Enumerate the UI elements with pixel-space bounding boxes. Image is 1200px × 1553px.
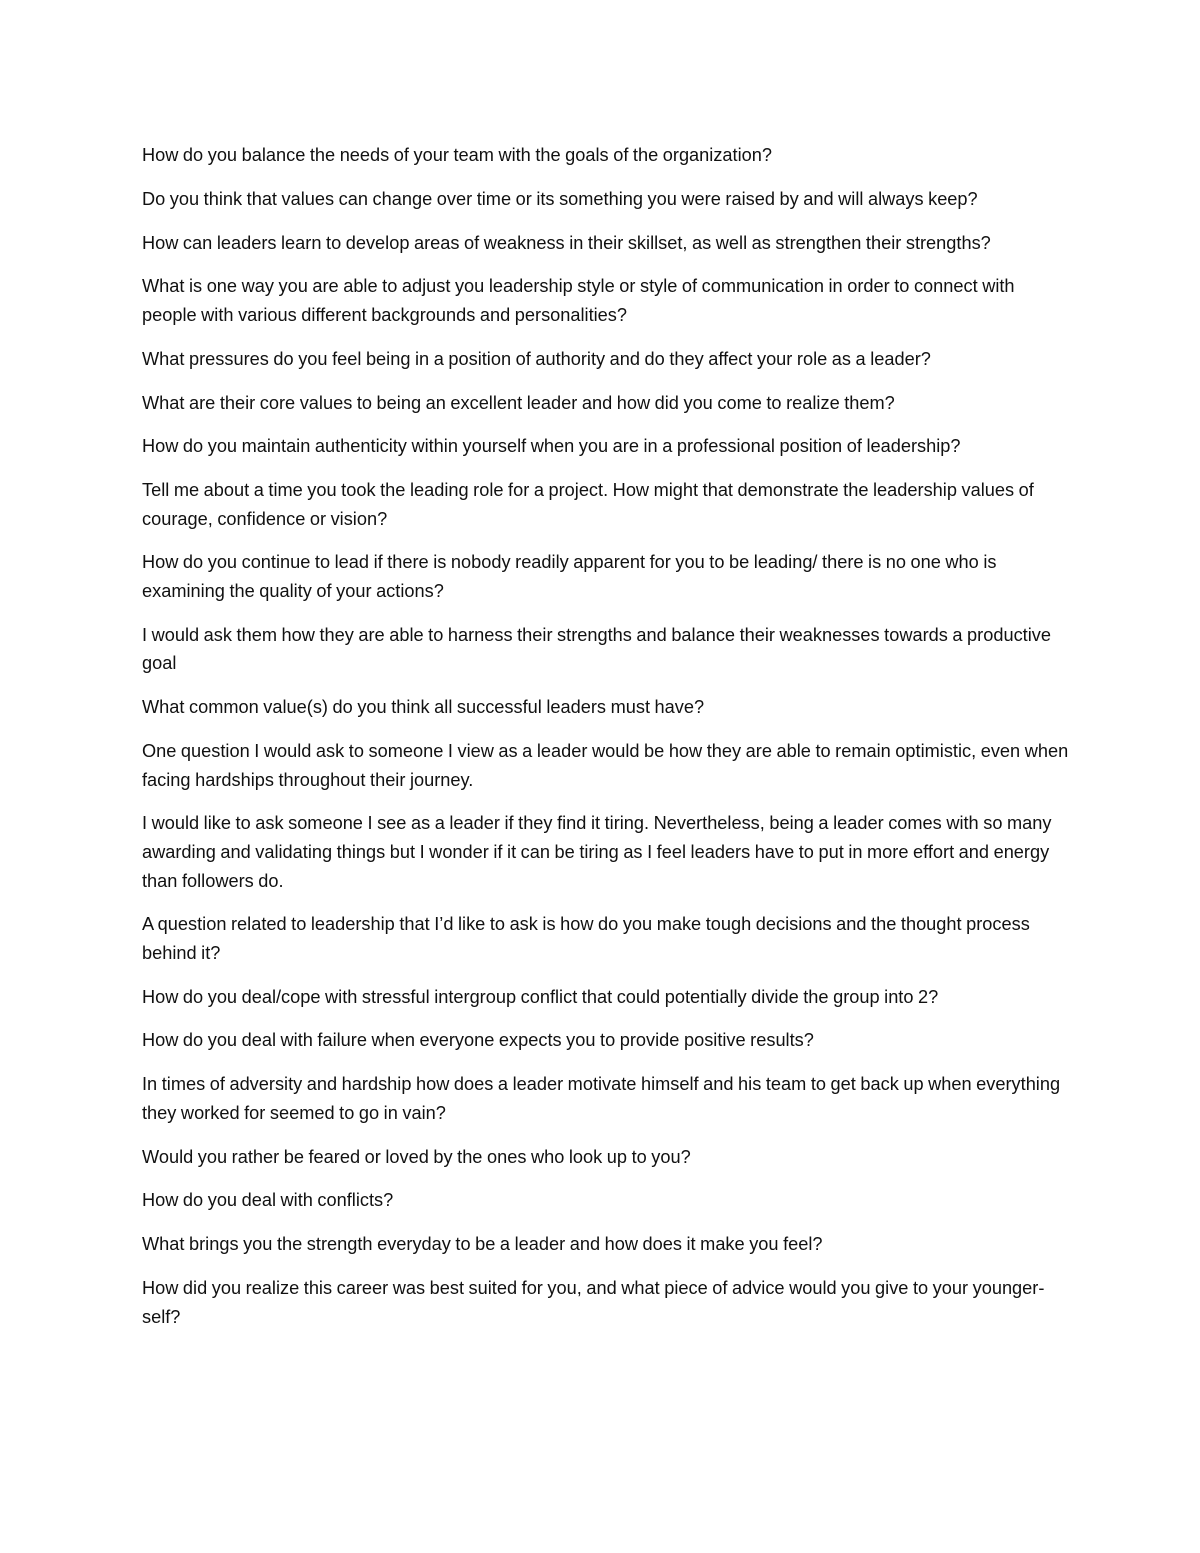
question-paragraph: A question related to leadership that I’d like to ask is how do you make tough decisions and the thought process behind it?: [142, 914, 1030, 963]
question-paragraph: How did you realize this career was best suited for you, and what piece of advice would you give to your younger-self?: [142, 1277, 1045, 1327]
question-paragraph: I would like to ask someone I see as a leader if they find it tiring. Nevertheless, being a leader comes with so many awarding and validating things but I wonder if it can be tiring as I feel leaders have to put in more effort and energy than followers do.: [142, 813, 1052, 891]
question-paragraph: Tell me about a time you took the leading role for a project. How might that demonstrate the leadership values of courage, confidence or vision?: [142, 480, 1034, 529]
question-paragraph: How do you maintain authenticity within yourself when you are in a professional position of leadership?: [142, 436, 961, 457]
question-paragraph: What common value(s) do you think all successful leaders must have?: [142, 697, 705, 718]
question-paragraph: What brings you the strength everyday to be a leader and how does it make you feel?: [142, 1234, 823, 1255]
question-paragraph: In times of adversity and hardship how does a leader motivate himself and his team to get back up when everything they worked for seemed to go in vain?: [142, 1074, 1061, 1123]
question-paragraph: How do you continue to lead if there is nobody readily apparent for you to be leading/ there is no one who is examining the quality of your actions?: [142, 552, 997, 602]
question-paragraph: How do you deal with conflicts?: [142, 1190, 394, 1211]
question-paragraph: I would ask them how they are able to harness their strengths and balance their weaknesses towards a productive goal: [142, 624, 1051, 674]
question-paragraph: How can leaders learn to develop areas of weakness in their skillset, as well as strengthen their strengths?: [142, 232, 991, 253]
question-paragraph: What are their core values to being an excellent leader and how did you come to realize them?: [142, 392, 895, 413]
question-paragraph: Do you think that values can change over time or its something you were raised by and will always keep?: [142, 188, 978, 209]
question-paragraph: How do you balance the needs of your team with the goals of the organization?: [142, 145, 772, 165]
question-paragraph: What is one way you are able to adjust you leadership style or style of communication in order to connect with people with various different backgrounds and personalities?: [142, 276, 1015, 325]
question-paragraph: How do you deal/cope with stressful intergroup conflict that could potentially divide the group into 2?: [142, 986, 939, 1007]
question-paragraph: One question I would ask to someone I view as a leader would be how they are able to remain optimistic, even when facing hardships throughout their journey.: [142, 740, 1069, 790]
question-list: [142, 141, 1072, 1346]
question-paragraph: Would you rather be feared or loved by the ones who look up to you?: [142, 1146, 691, 1167]
question-paragraph: What pressures do you feel being in a position of authority and do they affect your role as a leader?: [142, 348, 931, 369]
question-paragraph: How do you deal with failure when everyone expects you to provide positive results?: [142, 1030, 814, 1051]
